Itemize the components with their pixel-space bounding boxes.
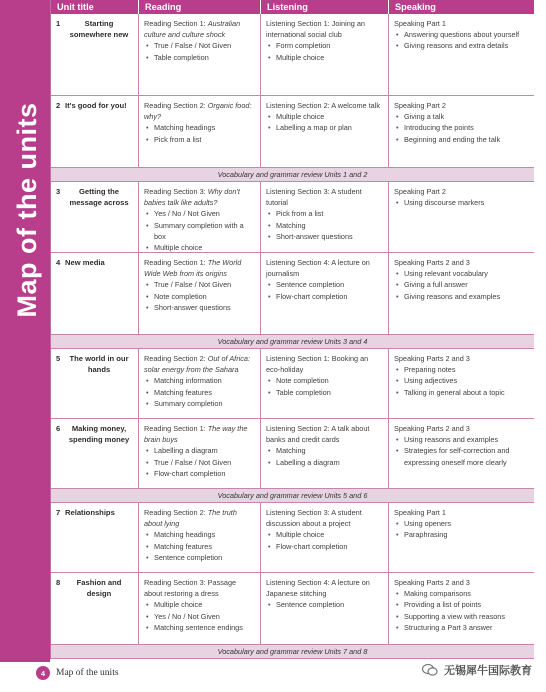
reading-cell	[139, 96, 261, 167]
listening-cell	[261, 182, 389, 252]
unit-name: Relationships	[65, 508, 115, 517]
speaking-tasks	[394, 588, 529, 633]
unit-row	[51, 349, 534, 419]
list-item: • Sentence completion	[144, 552, 255, 563]
listening-section: Listening Section 2: A talk about banks and credit cards	[266, 424, 370, 445]
listening-cell	[261, 419, 389, 488]
reading-text-title: The truth about lying	[144, 508, 237, 529]
header-reading: Reading	[139, 0, 261, 14]
list-item: • Labelling a diagram	[266, 457, 383, 468]
list-item: • Matching features	[144, 541, 255, 552]
reading-prefix: Reading Section 3:	[144, 187, 208, 196]
list-item: • Summary completion with a box	[144, 220, 255, 242]
sidebar-title: Map of the units	[12, 102, 42, 318]
speaking-cell	[389, 503, 534, 572]
list-item: • Sentence completion	[266, 599, 383, 610]
unit-row	[51, 573, 534, 645]
speaking-section: Speaking Part 1	[394, 19, 446, 28]
unit-title-cell	[51, 182, 139, 252]
watermark	[422, 662, 532, 678]
header-unit-title: Unit title	[51, 0, 139, 14]
reading-text-title: The World Wide Web from its origins	[144, 258, 242, 279]
unit-number: 7	[56, 508, 61, 517]
reading-text-title: Why don't babies talk like adults?	[144, 187, 240, 208]
reading-cell	[139, 182, 261, 252]
list-item: • Giving a talk	[394, 111, 529, 122]
listening-tasks	[266, 529, 383, 551]
wechat-icon	[422, 663, 438, 677]
footer-title: Map of the units	[56, 668, 119, 678]
speaking-tasks	[394, 268, 529, 302]
list-item: • Matching information	[144, 375, 255, 386]
reading-text-title: Australian culture and culture shock	[144, 19, 241, 40]
list-item: • Giving reasons and extra details	[394, 40, 529, 51]
listening-section: Listening Section 4: A lecture on journalism	[266, 258, 370, 279]
speaking-tasks	[394, 29, 529, 51]
list-item: • Multiple choice	[144, 599, 255, 610]
list-item: • Giving reasons and examples	[394, 291, 529, 302]
list-item: • Structuring a Part 3 answer	[394, 622, 529, 633]
list-item: • Form completion	[266, 40, 383, 51]
unit-title	[56, 18, 133, 40]
speaking-cell	[389, 419, 534, 488]
unit-title	[56, 423, 133, 445]
listening-tasks	[266, 40, 383, 62]
unit-row	[51, 14, 534, 96]
unit-number: 1	[56, 19, 61, 28]
unit-row	[51, 96, 534, 168]
reading-section	[144, 423, 255, 445]
list-item: • Using discourse markers	[394, 197, 529, 208]
listening-section: Listening Section 1: Booking an eco-holiday	[266, 354, 369, 375]
reading-prefix: Reading Section 2:	[144, 508, 208, 517]
header-listening: Listening	[261, 0, 389, 14]
reading-section	[144, 507, 255, 529]
vocab-review-band: Vocabulary and grammar review Units 1 and 2	[51, 168, 534, 182]
speaking-cell	[389, 14, 534, 95]
list-item: • Matching headings	[144, 529, 255, 540]
reading-cell	[139, 253, 261, 334]
reading-section	[144, 577, 255, 599]
unit-number: 2	[56, 101, 61, 110]
unit-row	[51, 253, 534, 335]
listening-section: Listening Section 1: Joining an international social club	[266, 19, 365, 40]
unit-title-cell	[51, 253, 139, 334]
speaking-section: Speaking Parts 2 and 3	[394, 354, 470, 363]
reading-prefix: Reading Section 1:	[144, 424, 208, 433]
listening-tasks	[266, 208, 383, 242]
list-item: • Pick from a list	[144, 134, 255, 145]
table-body	[51, 14, 534, 659]
reading-prefix: Reading Section 1:	[144, 258, 208, 267]
speaking-cell	[389, 96, 534, 167]
reading-tasks	[144, 529, 255, 563]
list-item: • Providing a list of points	[394, 599, 529, 610]
watermark-text: 无锡犀牛国际教育	[444, 665, 532, 677]
reading-section	[144, 100, 255, 122]
speaking-cell	[389, 349, 534, 418]
list-item: • Answering questions about yourself	[394, 29, 529, 40]
unit-title	[56, 186, 133, 208]
speaking-tasks	[394, 434, 529, 468]
list-item: • Matching features	[144, 387, 255, 398]
speaking-cell	[389, 573, 534, 644]
vocab-review-band: Vocabulary and grammar review Units 5 and 6	[51, 489, 534, 503]
list-item: • Giving a full answer	[394, 279, 529, 290]
list-item: • True / False / Not Given	[144, 40, 255, 51]
list-item: • Using adjectives	[394, 375, 529, 386]
list-item: • Multiple choice	[266, 529, 383, 540]
list-item: • Introducing the points	[394, 122, 529, 133]
speaking-cell	[389, 253, 534, 334]
page-footer	[36, 666, 119, 680]
unit-name: Making money, spending money	[68, 424, 130, 445]
reading-tasks	[144, 122, 255, 144]
reading-tasks	[144, 599, 255, 633]
list-item: • Matching	[266, 445, 383, 456]
listening-tasks	[266, 375, 383, 397]
list-item: • Matching sentence endings	[144, 622, 255, 633]
unit-name: The world in our hands	[69, 354, 129, 375]
listening-cell	[261, 573, 389, 644]
vocab-review-band: Vocabulary and grammar review Units 3 and 4	[51, 335, 534, 349]
page-number: 4	[36, 666, 50, 680]
unit-row	[51, 503, 534, 573]
list-item: • Strategies for self-correction and expressing oneself more clearly	[394, 445, 529, 467]
reading-section	[144, 186, 255, 208]
list-item: • Flow-chart completion	[144, 468, 255, 479]
list-item: • Note completion	[144, 291, 255, 302]
list-item: • Table completion	[144, 52, 255, 63]
speaking-tasks	[394, 197, 529, 208]
list-item: • Table completion	[266, 387, 383, 398]
listening-cell	[261, 349, 389, 418]
unit-name: Fashion and design	[76, 578, 122, 599]
reading-cell	[139, 503, 261, 572]
unit-number: 6	[56, 424, 61, 433]
listening-cell	[261, 14, 389, 95]
list-item: • Multiple choice	[144, 242, 255, 253]
reading-tasks	[144, 279, 255, 313]
speaking-section: Speaking Parts 2 and 3	[394, 578, 470, 587]
list-item: • Note completion	[266, 375, 383, 386]
table-header	[51, 0, 534, 14]
unit-number: 3	[56, 187, 61, 196]
listening-tasks	[266, 111, 383, 133]
list-item: • Supporting a view with reasons	[394, 611, 529, 622]
list-item: • Using reasons and examples	[394, 434, 529, 445]
reading-section	[144, 353, 255, 375]
unit-name: It's good for you!	[65, 101, 127, 110]
unit-title	[56, 577, 133, 599]
speaking-tasks	[394, 518, 529, 540]
reading-prefix: Reading Section 3: Passage about restoring a dress	[144, 578, 237, 599]
unit-name: Starting somewhere new	[69, 19, 129, 40]
list-item: • Short-answer questions	[266, 231, 383, 242]
reading-tasks	[144, 208, 255, 253]
list-item: • Pick from a list	[266, 208, 383, 219]
list-item: • Beginning and ending the talk	[394, 134, 529, 145]
units-table	[50, 0, 534, 659]
list-item: • Yes / No / Not Given	[144, 611, 255, 622]
listening-cell	[261, 96, 389, 167]
speaking-cell	[389, 182, 534, 252]
unit-title	[56, 353, 133, 375]
list-item: • Flow-chart completion	[266, 291, 383, 302]
listening-section: Listening Section 3: A student discussion about a project	[266, 508, 362, 529]
unit-title-cell	[51, 503, 139, 572]
list-item: • True / False / Not Given	[144, 279, 255, 290]
reading-tasks	[144, 375, 255, 409]
unit-row	[51, 419, 534, 489]
reading-prefix: Reading Section 2:	[144, 354, 208, 363]
list-item: • Making comparisons	[394, 588, 529, 599]
list-item: • Short-answer questions	[144, 302, 255, 313]
listening-cell	[261, 503, 389, 572]
listening-section: Listening Section 3: A student tutorial	[266, 187, 362, 208]
reading-prefix: Reading Section 1:	[144, 19, 208, 28]
list-item: • Using openers	[394, 518, 529, 529]
sidebar-band	[0, 0, 50, 662]
speaking-tasks	[394, 111, 529, 145]
speaking-section: Speaking Part 2	[394, 101, 446, 110]
unit-number: 5	[56, 354, 61, 363]
list-item: • Using relevant vocabulary	[394, 268, 529, 279]
speaking-section: Speaking Parts 2 and 3	[394, 258, 470, 267]
list-item: • Multiple choice	[266, 52, 383, 63]
unit-title-cell	[51, 349, 139, 418]
speaking-tasks	[394, 364, 529, 398]
unit-title	[56, 257, 133, 268]
reading-cell	[139, 349, 261, 418]
list-item: • Labelling a map or plan	[266, 122, 383, 133]
list-item: • Labelling a diagram	[144, 445, 255, 456]
list-item: • Flow-chart completion	[266, 541, 383, 552]
list-item: • Matching	[266, 220, 383, 231]
listening-tasks	[266, 279, 383, 301]
listening-tasks	[266, 445, 383, 467]
listening-section: Listening Section 4: A lecture on Japanese stitching	[266, 578, 370, 599]
unit-title-cell	[51, 573, 139, 644]
reading-text-title: Organic food: why?	[144, 101, 252, 122]
vocab-review-band: Vocabulary and grammar review Units 7 and 8	[51, 645, 534, 659]
list-item: • Matching headings	[144, 122, 255, 133]
listening-tasks	[266, 599, 383, 610]
reading-cell	[139, 14, 261, 95]
reading-text-title: The way the brain buys	[144, 424, 248, 445]
list-item: • Sentence completion	[266, 279, 383, 290]
listening-cell	[261, 253, 389, 334]
unit-title-cell	[51, 14, 139, 95]
speaking-section: Speaking Parts 2 and 3	[394, 424, 470, 433]
header-speaking: Speaking	[395, 2, 436, 12]
reading-cell	[139, 573, 261, 644]
reading-text-title: Out of Africa: solar energy from the Sahara	[144, 354, 250, 375]
unit-number: 4	[56, 258, 61, 267]
unit-title-cell	[51, 419, 139, 488]
unit-name: Getting the message across	[69, 187, 129, 208]
unit-title	[56, 507, 133, 518]
reading-tasks	[144, 445, 255, 479]
reading-section	[144, 257, 255, 279]
list-item: • Multiple choice	[266, 111, 383, 122]
speaking-section: Speaking Part 1	[394, 508, 446, 517]
list-item: • Yes / No / Not Given	[144, 208, 255, 219]
unit-number: 8	[56, 578, 61, 587]
list-item: • True / False / Not Given	[144, 457, 255, 468]
list-item: • Preparing notes	[394, 364, 529, 375]
list-item: • Summary completion	[144, 398, 255, 409]
reading-cell	[139, 419, 261, 488]
unit-name: New media	[65, 258, 105, 267]
unit-title-cell	[51, 96, 139, 167]
unit-title	[56, 100, 133, 111]
reading-tasks	[144, 40, 255, 62]
list-item: • Paraphrasing	[394, 529, 529, 540]
list-item: • Talking in general about a topic	[394, 387, 529, 398]
reading-prefix: Reading Section 2:	[144, 101, 208, 110]
speaking-section: Speaking Part 2	[394, 187, 446, 196]
unit-row	[51, 182, 534, 253]
listening-section: Listening Section 2: A welcome talk	[266, 101, 380, 110]
reading-section	[144, 18, 255, 40]
